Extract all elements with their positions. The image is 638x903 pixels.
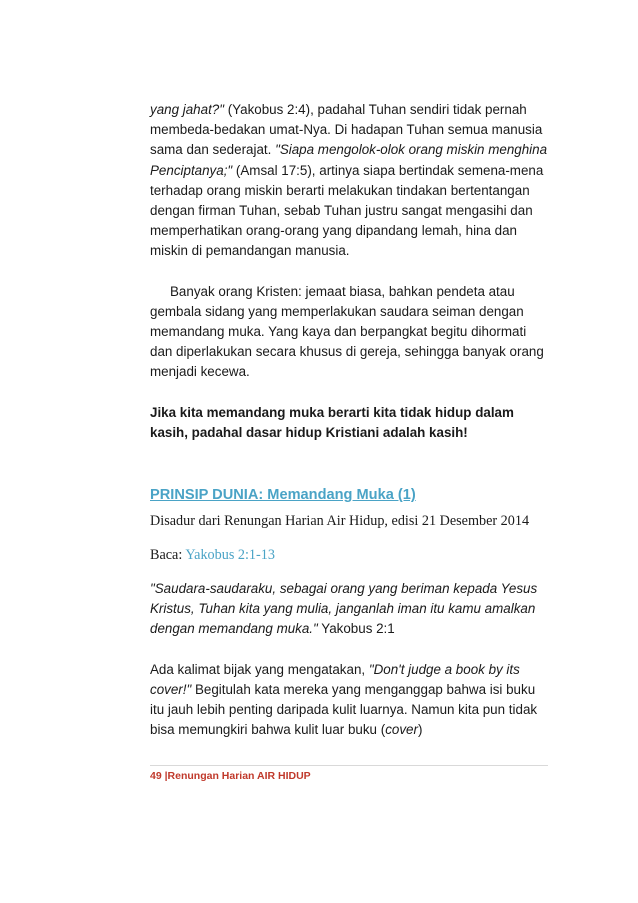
reading-label: Baca: — [150, 547, 186, 564]
paragraph-4 — [150, 660, 550, 741]
footer-separator: | — [161, 770, 168, 782]
body-text: (Amsal 17:5), artinya siapa bertindak semena-mena terhadap orang miskin berarti melakukan tindakan bertentangan dengan firman Tuhan, sebab Tuhan justru sangat mengasihi dan memperhatikan orang-orang yang dipandang lemah, hina dan miskin di pemandangan manusia. — [150, 162, 544, 259]
source-line: Disadur dari Renungan Harian Air Hidup, edisi 21 Desember 2014 — [150, 513, 530, 530]
body-text: ) — [417, 722, 423, 738]
quote-text: yang jahat?" — [150, 102, 224, 117]
verse-paragraph — [150, 579, 550, 640]
reading-link[interactable]: Yakobus 2:1-13 — [185, 547, 275, 564]
section-heading[interactable]: PRINSIP DUNIA: Memandang Muka (1) — [150, 487, 416, 504]
quote-text: "Don't judge a book by its cover!" — [150, 661, 520, 697]
body-text: Begitulah kata mereka yang menganggap bahwa isi buku itu jauh lebih penting daripada kulit luarnya. Namun kita pun tidak bisa memungkiri bahwa kulit luar buku ( — [150, 681, 538, 738]
paragraph-3-bold: Jika kita memandang muka berarti kita tidak hidup dalam kasih, padahal dasar hidup Kristiani adalah kasih! — [150, 404, 514, 440]
verse-text: "Saudara-saudaraku, sebagai orang yang beriman kepada Yesus Kristus, Tuhan kita yang mulia, janganlah iman itu kamu amalkan dengan memandang muka." — [150, 581, 538, 637]
paragraph-2: Banyak orang Kristen: jemaat biasa, bahkan pendeta atau gembala sidang yang memperlakukan saudara seiman dengan memandang muka. Yang kaya dan berpangkat begitu dihormati dan diperlakukan secara khusus di gereja, sehingga banyak orang menjadi kecewa. — [150, 283, 544, 380]
footer-title: Renungan Harian AIR HIDUP — [167, 770, 311, 782]
verse-ref: Yakobus 2:1 — [317, 621, 395, 637]
document-body — [150, 100, 550, 740]
paragraph-1 — [150, 100, 550, 262]
quote-text: cover — [385, 722, 418, 738]
quote-text: "Siapa mengolok-olok orang miskin menghina Penciptanya;" — [150, 142, 548, 178]
page-number: 49 — [150, 770, 162, 782]
reading-line — [150, 545, 550, 565]
body-text: Ada kalimat bijak yang mengatakan, — [150, 661, 369, 677]
body-text: (Yakobus 2:4), padahal Tuhan sendiri tidak pernah membeda-bedakan umat-Nya. Di hadapan Tuhan semua manusia sama dan sederajat. — [150, 102, 543, 158]
page-footer — [150, 765, 548, 782]
